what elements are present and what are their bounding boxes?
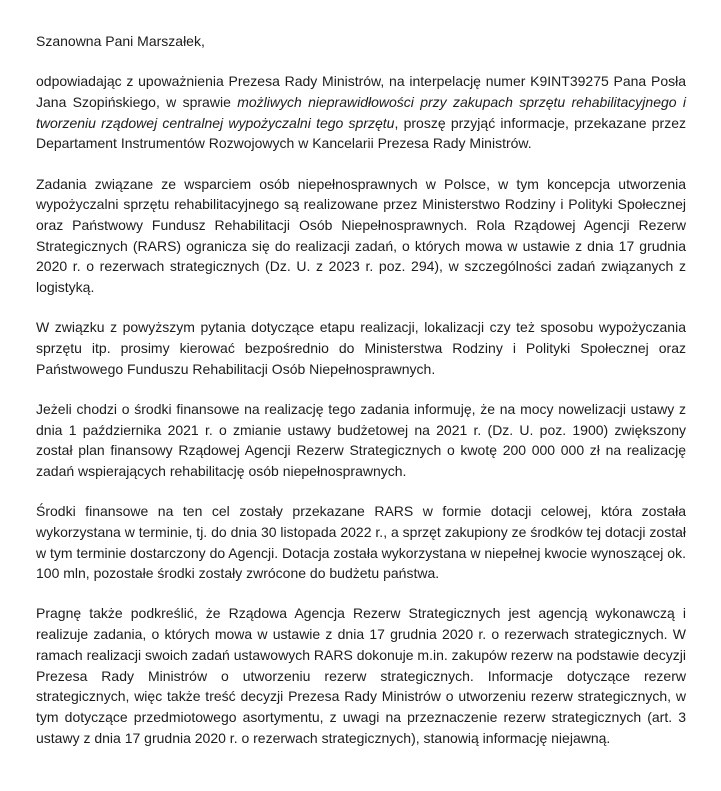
paragraph-tasks-support: Zadania związane ze wsparciem osób niepełnosprawnych w Polsce, w tym koncepcja utworzenia wypożyczalni sprzętu rehabilitacyjnego są realizowane przez Ministerstwo Rodziny i Polityki Społecznej oraz Państwowy Fundusz Rehabilitacji Osób Niepełnosprawnych. Rola Rządowej Agencji Rezerw Strategicznych (RARS) ogranicza się do realizacji zadań, o których mowa w ustawie z dnia 17 grudnia 2020 r. o rezerwach strategicznych (Dz. U. z 2023 r. poz. 294), w szczególności zadań związanych z logistyką.	[36, 175, 686, 296]
paragraph-intro-response	[36, 71, 686, 154]
salutation: Szanowna Pani Marszałek,	[36, 33, 205, 49]
paragraph-redirect-questions: W związku z powyższym pytania dotyczące etapu realizacji, lokalizacji czy też sposobu wypożyczania sprzętu itp. prosimy kierować bezpośrednio do Ministerstwa Rodziny i Polityki Społecznej oraz Państwowego Funduszu Rehabilitacji Osób Niepełnosprawnych.	[36, 319, 686, 377]
intro-text-after-italic: , proszę przyjąć informacje, przekazane przez Departament Instrumentów Rozwojowych w Kancelarii Prezesa Rady Ministrów.	[36, 114, 686, 152]
paragraph-financial-means: Jeżeli chodzi o środki finansowe na realizację tego zadania informuję, że na mocy nowelizacji ustawy z dnia 1 października 2021 r. o zmianie ustawy budżetowej na 2021 r. (Dz. U. poz. 1900) zwiększony został plan finansowy Rządowej Agencji Rezerw Strategicznych o kwotę 200 000 000 zł na realizację zadań wspierających rehabilitację osób niepełnosprawnych.	[36, 400, 686, 479]
paragraph-classified-information: Pragnę także podkreślić, że Rządowa Agencja Rezerw Strategicznych jest agencją wykonawczą i realizuje zadania, o których mowa w ustawie z dnia 17 grudnia 2020 r. o rezerwach strategicznych. W ramach realizacji swoich zadań ustawowych RARS dokonuje m.in. zakupów rezerw na podstawie decyzji Prezesa Rady Ministrów o utworzeniu rezerw strategicznych. Informacje dotyczące rezerw strategicznych, więc także treść decyzji Prezesa Rady Ministrów o utworzeniu rezerw strategicznych, w tym dotyczące przedmiotowego asortymentu, z uwagi na przeznaczenie rezerw strategicznych (art. 3 ustawy z dnia 17 grudnia 2020 r. o rezerwach strategicznych), stanowią informację niejawną.	[36, 605, 686, 746]
intro-text-before-italic: odpowiadając z upoważnienia Prezesa Rady Ministrów, na interpelację numer K9INT39275 Pana Posła Jana Szopińskiego, w sprawie	[36, 73, 686, 110]
intro-interpellation-subject-italic: możliwych nieprawidłowości przy zakupach sprzętu rehabilitacyjnego i tworzeniu rządowej centralnej wypożyczalni tego sprzętu	[36, 93, 687, 131]
paragraph-subsidy-usage: Środki finansowe na ten cel zostały przekazane RARS w formie dotacji celowej, która została wykorzystana w terminie, tj. do dnia 30 listopada 2022 r., a sprzęt zakupiony ze środków tej dotacji został w tym terminie dostarczony do Agencji. Dotacja została wykorzystana w niepełnej kwocie wynoszącej ok. 100 mln, pozostałe środki zostały zwrócone do budżetu państwa.	[36, 503, 686, 582]
